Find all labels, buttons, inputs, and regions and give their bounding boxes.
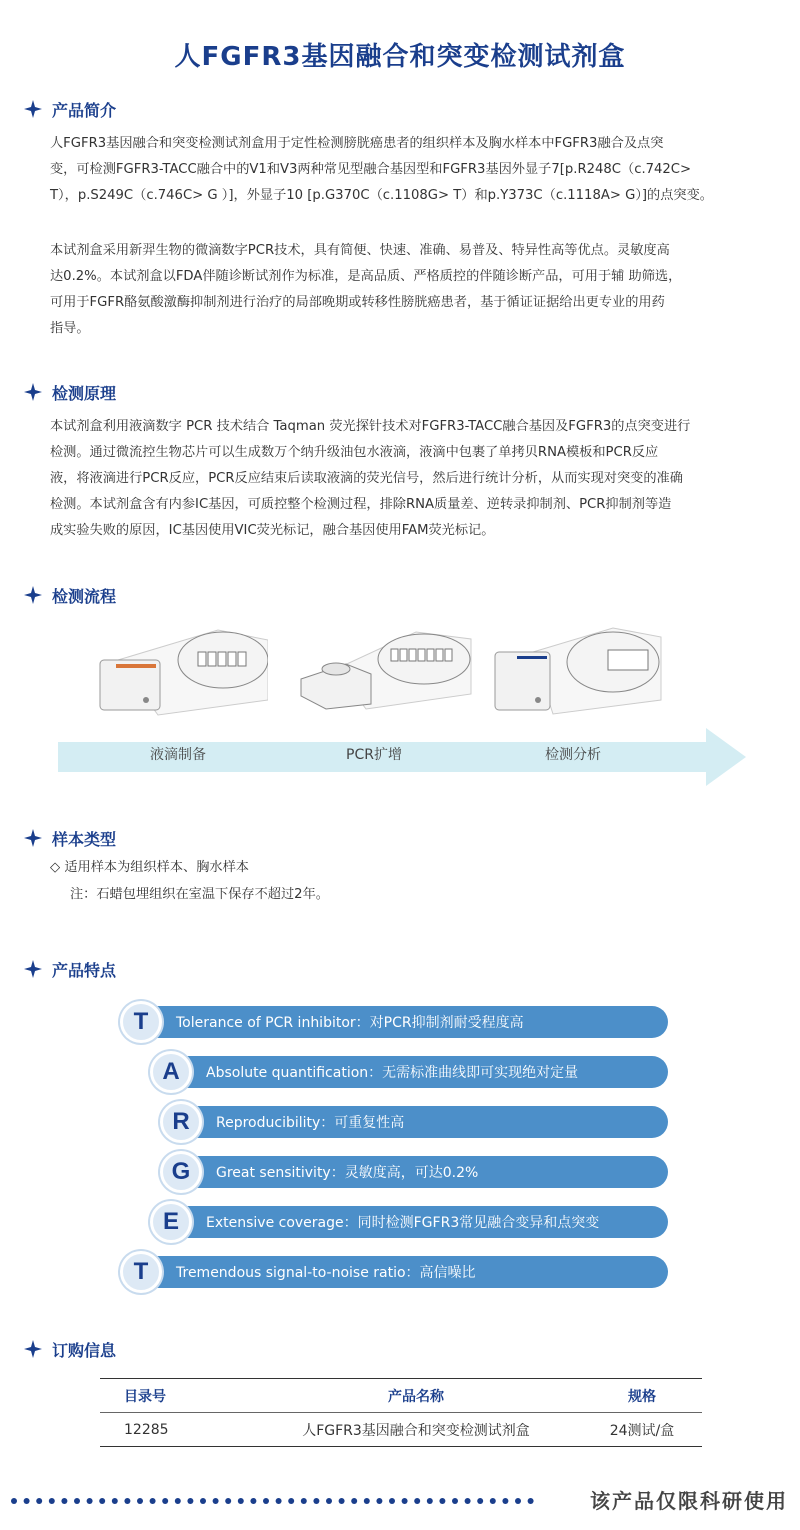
feature-text: Absolute quantification：无需标准曲线即可实现绝对定量: [206, 1065, 579, 1081]
feature-item: [120, 1254, 668, 1290]
section-heading-process: 检测流程: [24, 582, 116, 608]
column-header: 产品名称: [250, 1379, 582, 1413]
feature-text: Extensive coverage：同时检测FGFR3常见融合变异和点突变: [206, 1215, 600, 1231]
pcr-instrument-illustration: [296, 624, 476, 714]
product-spec: 24测试/盒: [582, 1413, 702, 1447]
feature-item: [150, 1054, 668, 1090]
feature-letter-badge: A: [150, 1051, 192, 1093]
intro-paragraph-2: 本试剂盒采用新羿生物的微滴数字PCR技术，具有简便、快速、准确、易普及、特异性高等优点。灵敏度高 达0.2%。本试剂盒以FDA伴随诊断试剂作为标准，是高品质、严格质控的伴随诊断产品，可用于辅 助筛选， 可用于FGFR酪氨酸激酶抑制剂进行治疗的局部晚期或转移性膀胱癌患者，基于循证证据给出更专业的用药 指导。: [50, 243, 682, 336]
droplet-reader-illustration: [493, 622, 663, 722]
feature-text: Tremendous signal-to-noise ratio：高信噪比: [176, 1265, 476, 1281]
feature-text: Reproducibility：可重复性高: [216, 1115, 405, 1131]
sparkle-icon: [24, 829, 42, 847]
feature-letter-badge: T: [120, 1251, 162, 1293]
sparkle-icon: [24, 1340, 42, 1358]
feature-letter-badge: E: [150, 1201, 192, 1243]
sample-type-item: ◇ 适用样本为组织样本、胸水样本: [50, 860, 249, 875]
sparkle-icon: [24, 100, 42, 118]
intro-paragraph-1: 人FGFR3基因融合和突变检测试剂盒用于定性检测膀胱癌患者的组织样本及胸水样本中FGFR3融合及点突 变，可检测FGFR3-TACC融合中的V1和V3两种常见型融合基因型和FGFR3基因外显子7[p.R248C（c.742C> T），p.S249C（c.746C> G ）]，外显子10 [p.G370C（c.1108G> T）和p.Y373C（c.1118A> G）]的点突变。: [50, 136, 713, 203]
feature-text: Great sensitivity：灵敏度高，可达0.2%: [216, 1165, 479, 1181]
page-title: 人FGFR3基因融合和突变检测试剂盒: [174, 42, 626, 72]
sparkle-icon: [24, 960, 42, 978]
feature-letter-badge: T: [120, 1001, 162, 1043]
feature-item: [160, 1154, 668, 1190]
catalog-number: 12285: [100, 1413, 250, 1447]
process-flow: [58, 620, 748, 790]
step-label: 液滴制备: [150, 747, 206, 763]
step-label: 检测分析: [545, 747, 601, 763]
step-label: PCR扩增: [346, 747, 402, 763]
sample-note: 注：石蜡包埋组织在室温下保存不超过2年。: [70, 887, 329, 902]
section-heading-intro: 产品简介: [24, 96, 116, 122]
droplet-generator-illustration: [98, 620, 268, 720]
footer-dot-divider: [10, 1497, 542, 1505]
section-heading-principle: 检测原理: [24, 379, 116, 405]
sparkle-icon: [24, 383, 42, 401]
research-use-notice: 该产品仅限科研使用: [590, 1489, 788, 1513]
table-row: [100, 1413, 702, 1447]
principle-paragraph: 本试剂盒利用液滴数字 PCR 技术结合 Taqman 荧光探针技术对FGFR3-TACC融合基因及FGFR3的点突变进行 检测。通过微流控生物芯片可以生成数万个纳升级油包水液滴，液滴中包裹了单拷贝RNA模板和PCR反应 液，将液滴进行PCR反应，PCR反应结束后读取液滴的荧光信号，然后进行统计分析，从而实现对突变的准确 检测。本试剂盒含有内参IC基因，可质控整个检测过程，排除RNA质量差、逆转录抑制剂、PCR抑制剂等造 成实验失败的原因，IC基因使用VIC荧光标记，融合基因使用FAM荧光标记。: [50, 419, 691, 538]
section-heading-order: 订购信息: [24, 1336, 116, 1362]
sparkle-icon: [24, 586, 42, 604]
column-header: 规格: [582, 1379, 702, 1413]
order-table: [100, 1378, 702, 1447]
feature-letter-badge: G: [160, 1151, 202, 1193]
section-heading-sample: 样本类型: [24, 825, 116, 851]
product-name: 人FGFR3基因融合和突变检测试剂盒: [250, 1413, 582, 1447]
table-header-row: [100, 1379, 702, 1413]
feature-item: [150, 1204, 668, 1240]
column-header: 目录号: [100, 1379, 250, 1413]
section-heading-features: 产品特点: [24, 956, 116, 982]
feature-item: [160, 1104, 668, 1140]
feature-text: Tolerance of PCR inhibitor：对PCR抑制剂耐受程度高: [176, 1015, 524, 1031]
feature-letter-badge: R: [160, 1101, 202, 1143]
feature-item: [120, 1004, 668, 1040]
